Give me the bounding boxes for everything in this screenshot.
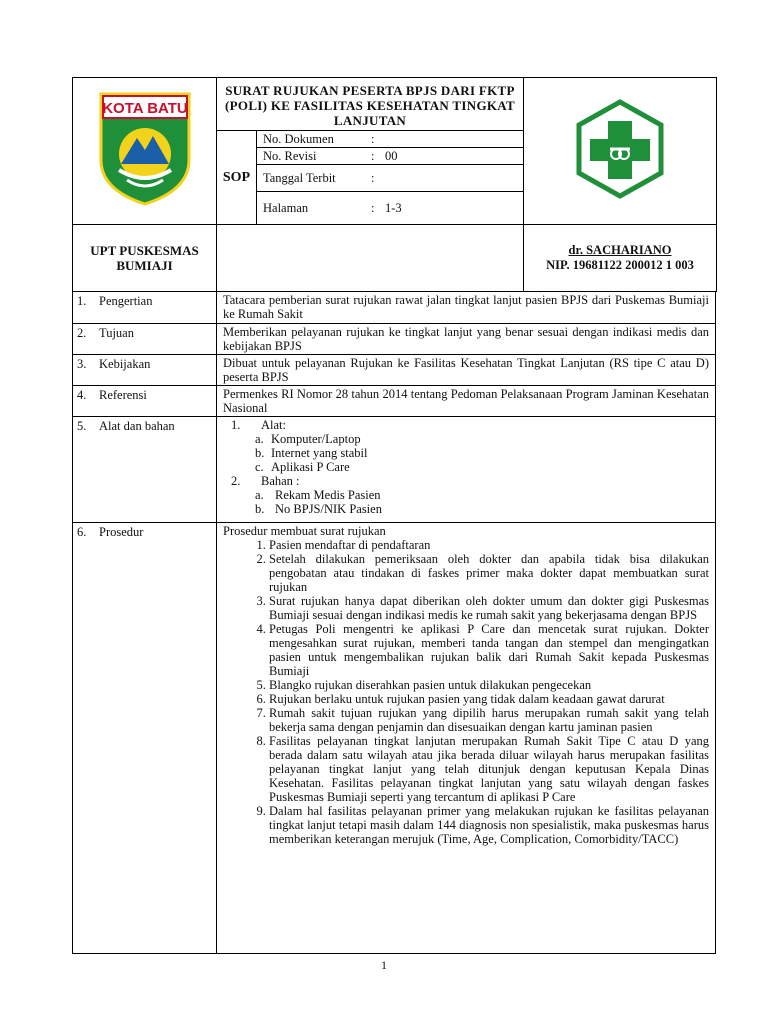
signer-name: dr. SACHARIANO <box>568 243 672 257</box>
row-text: Tatacara pemberian surat rujukan rawat jalan tingkat lanjut pasien BPJS dari Puskemas Bumiaji ke Rumah Sakit <box>217 292 716 323</box>
table-row <box>73 292 716 323</box>
document-title: SURAT RUJUKAN PESERTA BPJS DARI FKTP (POLI) KE FASILITAS KESEHATAN TINGKAT LANJUTAN <box>217 78 524 131</box>
list-item: 8. Fasilitas pelayanan tingkat lanjutan merupakan Rumah Sakit Tipe C atau D yang berada dalam satu wilayah atau jika berada diluar wilayah harus merupakan fasilitas pelayanan tingkat lanjut yang telah ditunjuk dengan keputusan Kepala Dinas Kesehatan. Fasilitas pelayanan tingkat lanjutan yang satu wilayah dengan faskes Puskesmas Bumiaji seperti yang tercantum di aplikasi P Care <box>269 734 709 804</box>
field-value: 00 <box>379 148 523 165</box>
header-table <box>72 77 717 292</box>
row-text: Permenkes RI Nomor 28 tahun 2014 tentang Pedoman Pelaksanaan Program Jaminan Kesehatan Nasional <box>217 385 716 416</box>
document-fields <box>257 131 524 225</box>
table-row <box>73 385 716 416</box>
row-number: 5. <box>77 418 87 433</box>
list-item: 7. Rumah sakit tujuan rujukan yang dipilih harus merupakan rumah sakit yang telah bekerja sama dengan penjamin dan disesuaikan dengan kartu jaminan pasien <box>269 706 709 734</box>
list-item: 4. Petugas Poli mengentri ke aplikasi P Care dan mencetak surat rujukan. Dokter mengesahkan surat rujukan, memberi tanda tangan dan stempel dan mengingatkan pasien untuk mengembalikan rujukan balik dari Rumah Sakit kepada Puskesmas Bumiaji <box>269 622 709 678</box>
field-label: Tanggal Terbit <box>257 165 365 192</box>
fields-table <box>257 131 523 224</box>
list-item: b. Internet yang stabil <box>255 445 368 460</box>
puskesmas-logo-cell <box>524 78 717 225</box>
list-title: Alat: <box>261 417 286 432</box>
field-value: 1-3 <box>379 192 523 224</box>
signer-block <box>524 225 717 292</box>
row-label: Kebijakan <box>99 356 151 371</box>
row-label: Referensi <box>99 387 147 402</box>
sop-document <box>72 77 716 954</box>
list-item: a. Rekam Medis Pasien <box>255 487 381 502</box>
kota-batu-logo-cell <box>73 78 217 225</box>
table-row <box>73 416 716 522</box>
list-title: Bahan : <box>261 473 300 488</box>
list-item: a. Komputer/Laptop <box>255 431 361 446</box>
field-sep: : <box>365 131 379 148</box>
field-value <box>379 131 523 148</box>
list-item: 6. Rujukan berlaku untuk rujukan pasien yang tidak dalam keadaan gawat darurat <box>269 692 709 706</box>
list-item: 3. Surat rujukan hanya dapat diberikan oleh dokter umum dan dokter gigi Puskesmas Bumiaji sesuai dengan indikasi medis ke rumah sakit yang bekerjasama dengan BPJS <box>269 594 709 622</box>
field-label: No. Dokumen <box>257 131 365 148</box>
row-text: Memberikan pelayanan rujukan ke tingkat lanjut yang benar sesuai dengan indikasi medis dan kebijakan BPJS <box>217 323 716 354</box>
prosedur-list <box>217 522 716 953</box>
puskesmas-logo-icon <box>570 99 670 199</box>
list-item: 2. Setelah dilakukan pemeriksaan oleh dokter dan apabila tidak bisa dilakukan pengobatan atau tindakan di faskes primer maka dokter dapat membuatkan surat rujukan <box>269 552 709 594</box>
content-table <box>72 292 716 954</box>
field-sep: : <box>365 148 379 165</box>
signer-nip: NIP. 19681122 200012 1 003 <box>546 258 694 272</box>
list-number: 2. <box>231 473 241 488</box>
list-item: 5. Blangko rujukan diserahkan pasien untuk dilakukan pengecekan <box>269 678 709 692</box>
row-number: 4. <box>77 387 87 402</box>
list-number: 1. <box>231 417 241 432</box>
row-number: 3. <box>77 356 87 371</box>
field-sep: : <box>365 192 379 224</box>
field-value <box>379 165 523 192</box>
row-label: Pengertian <box>99 294 153 308</box>
table-row <box>73 522 716 953</box>
unit-name: UPT PUSKESMAS BUMIAJI <box>73 225 217 292</box>
row-label: Alat dan bahan <box>99 418 175 433</box>
list-item: 9. Dalam hal fasilitas pelayanan primer yang melakukan rujukan ke fasilitas pelayanan tingkat lanjut tetapi masih dalam 144 diagnosis non spesialistik, maka puskesmas harus memberikan keterangan merujuk (Time, Age, Complication, Comorbidity/TACC) <box>269 804 709 846</box>
alat-bahan-list <box>217 416 716 522</box>
field-sep: : <box>365 165 379 192</box>
table-row <box>73 354 716 385</box>
field-label: No. Revisi <box>257 148 365 165</box>
logo-text: KOTA BATU <box>101 99 188 117</box>
page-number: 1 <box>381 958 387 972</box>
row-number: 6. <box>77 524 87 539</box>
row-label: Tujuan <box>99 325 134 340</box>
row-number: 2. <box>77 325 87 340</box>
row-number: 1. <box>77 294 87 308</box>
kota-batu-logo-icon <box>97 90 193 208</box>
prosedur-intro: Prosedur membuat surat rujukan <box>223 523 386 538</box>
row-text: Dibuat untuk pelayanan Rujukan ke Fasilitas Kesehatan Tingkat Lanjutan (RS tipe C atau D) peserta BPJS <box>217 354 716 385</box>
list-item: b. No BPJS/NIK Pasien <box>255 501 382 516</box>
list-item: 1. Pasien mendaftar di pendaftaran <box>269 538 709 552</box>
row-label: Prosedur <box>99 524 144 539</box>
table-row <box>73 323 716 354</box>
field-label: Halaman <box>257 192 365 224</box>
blank-cell <box>217 225 524 292</box>
list-item: c. Aplikasi P Care <box>255 459 350 474</box>
sop-label: SOP <box>217 131 257 225</box>
